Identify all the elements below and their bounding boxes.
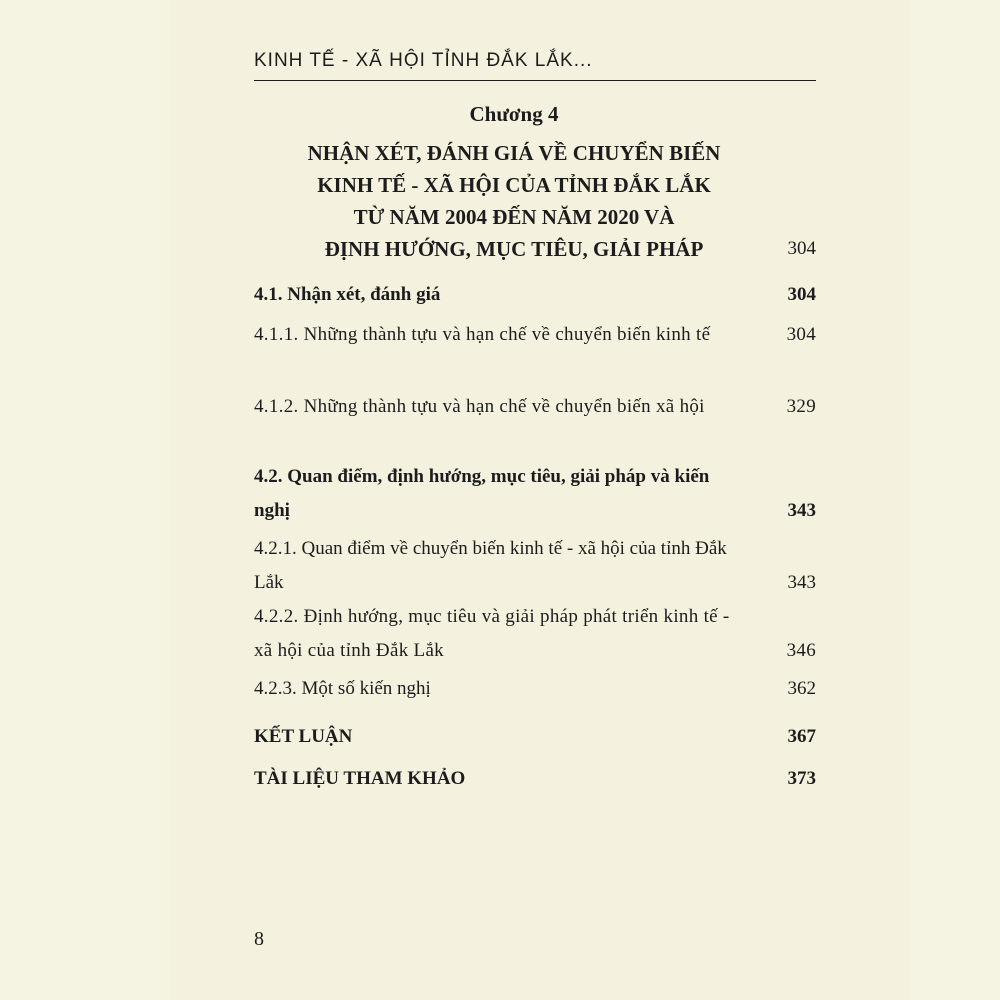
toc-entry-text: 4.1.1. Những thành tựu và hạn chế về chuyển biến kinh tế xyxy=(254,324,711,345)
chapter-page-entry xyxy=(254,232,816,266)
toc-entry-4-2-1 xyxy=(254,532,816,600)
chapter-title-line-2: KINH TẾ - XÃ HỘI CỦA TỈNH ĐẮK LẮK xyxy=(317,173,711,197)
toc-page-number: 304 xyxy=(786,324,816,345)
toc-page-number: 346 xyxy=(786,640,816,661)
toc-entry-4-1 xyxy=(254,278,816,312)
chapter-title-line-4: ĐỊNH HƯỚNG, MỤC TIÊU, GIẢI PHÁP xyxy=(324,237,704,261)
toc-page-number: 343 xyxy=(787,572,816,593)
toc-entry-references xyxy=(254,762,816,796)
header-rule xyxy=(254,80,816,81)
toc-entry-text: TÀI LIỆU THAM KHẢO xyxy=(254,768,466,789)
page-number: 8 xyxy=(254,928,264,950)
toc-entry-text: 4.2. Quan điểm, định hướng, mục tiêu, giải pháp và kiến nghị xyxy=(254,466,710,521)
toc-entry-text: 4.2.2. Định hướng, mục tiêu và giải pháp phát triển kinh tế - xã hội của tỉnh Đắk Lắk xyxy=(254,606,730,661)
toc-entry-4-2-3 xyxy=(254,672,816,706)
chapter-title-line-1: NHẬN XÉT, ĐÁNH GIÁ VỀ CHUYỂN BIẾN xyxy=(307,141,721,165)
toc-page-number: 304 xyxy=(787,284,816,305)
toc-entry-text: 4.1.2. Những thành tựu và hạn chế về chuyển biến xã hội xyxy=(254,396,705,417)
toc-page-number: 373 xyxy=(787,768,816,789)
toc-entry-text: 4.2.3. Một số kiến nghị xyxy=(254,678,431,699)
toc-entry-text: 4.1. Nhận xét, đánh giá xyxy=(254,284,441,305)
toc-entry-4-1-2 xyxy=(254,390,816,424)
toc-entry-4-2-2 xyxy=(254,600,816,668)
toc-entry-text: 4.2.1. Quan điểm về chuyển biến kinh tế - xã hội của tỉnh Đắk Lắk xyxy=(254,538,727,593)
chapter-title-line-3: TỪ NĂM 2004 ĐẾN NĂM 2020 VÀ xyxy=(353,205,675,229)
toc-page-number: 329 xyxy=(786,396,816,417)
toc-entry-4-1-1 xyxy=(254,318,816,352)
toc-page-number: 362 xyxy=(787,678,816,699)
toc-entry-text: KẾT LUẬN xyxy=(254,726,353,747)
toc-entry-4-2 xyxy=(254,460,816,528)
chapter-page-number: 304 xyxy=(787,238,816,259)
chapter-label: Chương 4 xyxy=(469,102,559,126)
toc-page-number: 343 xyxy=(787,500,816,521)
toc-page-number: 367 xyxy=(787,726,816,747)
toc-entry-conclusion xyxy=(254,720,816,754)
running-header: KINH TẾ - XÃ HỘI TỈNH ĐẮK LẮK... xyxy=(254,50,593,71)
